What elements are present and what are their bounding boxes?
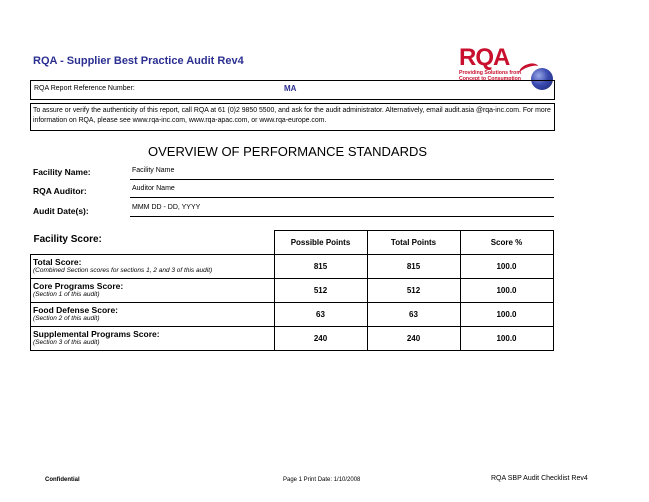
row-subtitle: (Combined Section scores for sections 1, 2 and 3 of this audit) [33, 267, 213, 274]
total-points-cell: 63 [367, 303, 460, 327]
total-points-cell: 240 [367, 327, 460, 351]
possible-points-header: Possible Points [274, 231, 367, 255]
possible-points-cell: 512 [274, 279, 367, 303]
auditor-field [130, 183, 554, 198]
audit-date-label: Audit Date(s): [33, 206, 89, 216]
row-subtitle: (Section 2 of this audit) [33, 315, 100, 322]
facility-score-label: Facility Score: [33, 233, 102, 245]
audit-date-field [130, 202, 554, 217]
facility-score-cell [31, 231, 275, 255]
table-row [31, 303, 554, 327]
reference-label: RQA Report Reference Number: [34, 85, 135, 92]
facility-name-label: Facility Name: [33, 167, 91, 177]
auditor-value: Auditor Name [132, 185, 175, 192]
row-label [31, 279, 275, 303]
total-points-cell: 512 [367, 279, 460, 303]
authenticity-notice: To assure or verify the authenticity of this report, call RQA at 61 (0)2 9850 5500, and ask for the audit administrator. Alternatively, email audit.asia @rqa-inc.com. For more information on RQA, please see www.rqa-inc.com, www.rqa-apac.com, or www.rqa-europe.com. [33, 107, 551, 124]
row-title: Core Programs Score: [33, 281, 124, 291]
score-percent-header: Score % [460, 231, 553, 255]
table-header-row [31, 231, 554, 255]
row-title: Total Score: [33, 257, 82, 267]
reference-value: MA [284, 84, 297, 93]
facility-score-table [30, 230, 554, 351]
possible-points-cell: 815 [274, 255, 367, 279]
total-points-cell: 815 [367, 255, 460, 279]
row-label [31, 303, 275, 327]
row-title: Supplemental Programs Score: [33, 329, 160, 339]
report-title: RQA - Supplier Best Practice Audit Rev4 [33, 55, 244, 67]
row-subtitle: (Section 1 of this audit) [33, 291, 100, 298]
possible-points-cell: 63 [274, 303, 367, 327]
row-title: Food Defense Score: [33, 305, 119, 315]
row-label [31, 327, 275, 351]
score-percent-cell: 100.0 [460, 279, 553, 303]
table-row [31, 279, 554, 303]
facility-name-value: Facility Name [132, 167, 175, 174]
logo-tagline: Providing Solutions from Concept to Consumption [459, 70, 521, 82]
auditor-label: RQA Auditor: [33, 186, 87, 196]
score-percent-cell: 100.0 [460, 303, 553, 327]
total-points-header: Total Points [367, 231, 460, 255]
footer-document-name: RQA SBP Audit Checklist Rev4 [491, 475, 588, 482]
logo-wordmark: RQA [459, 44, 510, 71]
score-percent-cell: 100.0 [460, 327, 553, 351]
table-row [31, 327, 554, 351]
footer-confidential: Confidential [45, 477, 80, 483]
reference-box [30, 80, 555, 100]
footer-page-info: Page 1 Print Date: 1/10/2008 [283, 477, 361, 483]
overview-heading: OVERVIEW OF PERFORMANCE STANDARDS [148, 144, 428, 159]
facility-name-field [130, 165, 554, 180]
possible-points-cell: 240 [274, 327, 367, 351]
authenticity-notice-box [30, 103, 555, 131]
audit-date-value: MMM DD - DD, YYYY [132, 204, 201, 211]
row-label [31, 255, 275, 279]
row-subtitle: (Section 3 of this audit) [33, 339, 100, 346]
table-row [31, 255, 554, 279]
score-percent-cell: 100.0 [460, 255, 553, 279]
